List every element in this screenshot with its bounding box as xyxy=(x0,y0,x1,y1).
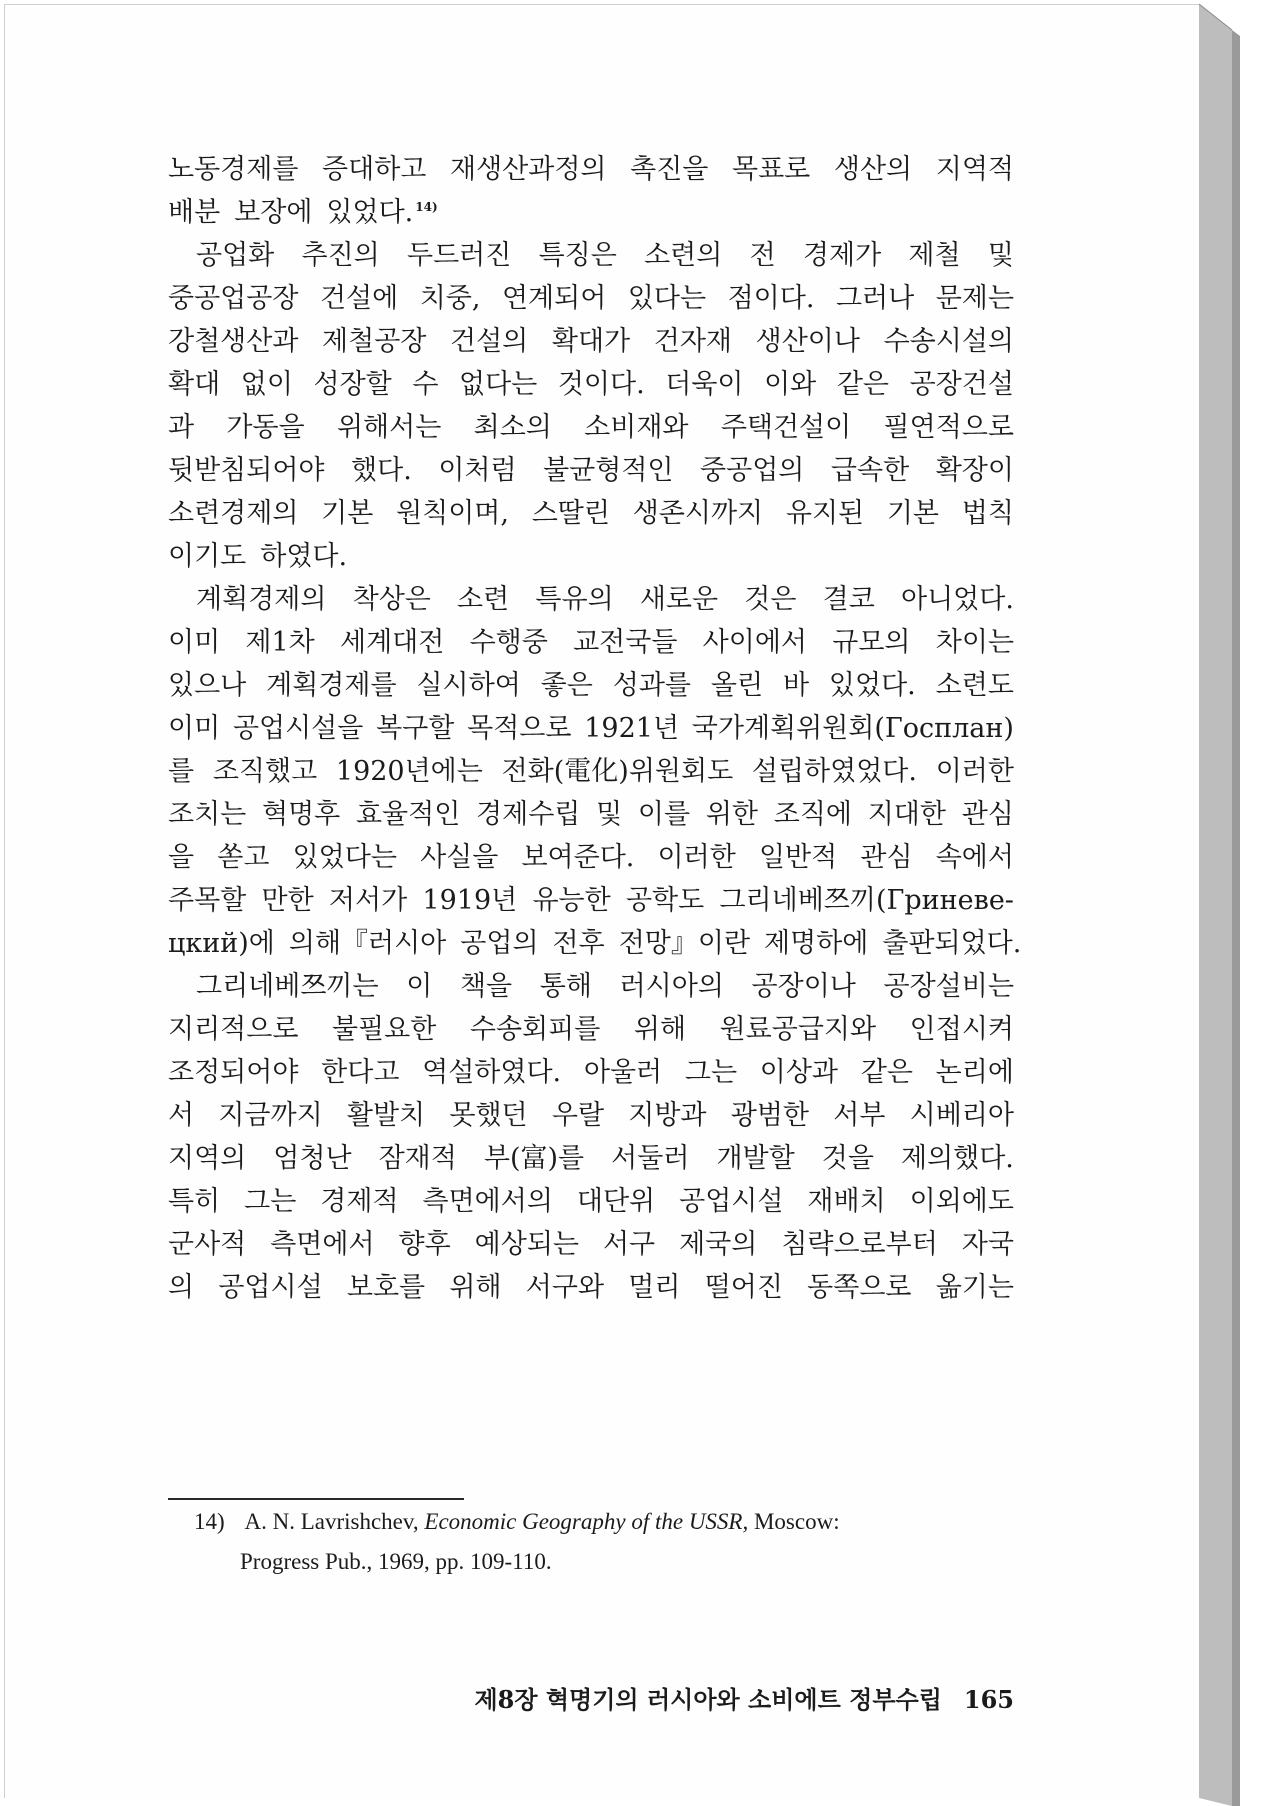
word: 사실을 xyxy=(420,842,499,873)
footnote-place: Moscow: xyxy=(753,1509,840,1534)
word: 멀리 xyxy=(628,1272,681,1303)
text-line xyxy=(168,406,1014,449)
paragraph xyxy=(168,965,1014,1309)
word: 착상은 xyxy=(352,584,431,615)
word: 동쪽으로 xyxy=(807,1272,912,1303)
word: 향후 xyxy=(398,1229,451,1260)
word: 하였다. xyxy=(260,541,348,572)
word: 전망』이란 xyxy=(618,928,751,959)
text-line xyxy=(168,1180,1014,1223)
word: 같은 xyxy=(860,1057,913,1088)
word: 중공업공장 xyxy=(168,283,299,314)
word: 자국 xyxy=(961,1229,1014,1260)
word: 조직했고 xyxy=(212,756,318,787)
text-line xyxy=(168,793,1014,836)
word: 측면에서 xyxy=(270,1229,375,1260)
word: 옮기는 xyxy=(935,1272,1014,1303)
word: 효율적인 xyxy=(355,799,461,830)
paragraph xyxy=(168,234,1014,578)
word: 떨어진 xyxy=(704,1272,783,1303)
word: 배분 xyxy=(168,197,221,228)
word: 광범한 xyxy=(730,1100,809,1131)
text-line xyxy=(168,664,1014,707)
word: цкий)에 xyxy=(168,928,275,959)
word: 필연적으로 xyxy=(883,412,1014,443)
word: 이외에도 xyxy=(909,1186,1014,1217)
word: 유지된 xyxy=(785,498,865,529)
word: 최소의 xyxy=(473,412,552,443)
word: 스딸린 xyxy=(531,498,610,529)
word: 재배치 xyxy=(807,1186,886,1217)
word: 확대 xyxy=(168,369,221,400)
word: 없다는 xyxy=(459,369,538,400)
word: 만한 xyxy=(261,885,314,916)
word: 못했던 xyxy=(449,1100,528,1131)
word: 활발치 xyxy=(346,1100,426,1131)
word: 연계되어 xyxy=(501,283,607,314)
word: 1920년에는 xyxy=(335,756,483,787)
word: 그는 xyxy=(684,1057,738,1088)
word: 제명하에 xyxy=(764,928,869,959)
word: 공장설비는 xyxy=(883,971,1014,1002)
text-line xyxy=(168,965,1014,1008)
word: 목적으로 xyxy=(467,713,572,744)
word: 지역의 xyxy=(168,1143,247,1174)
word: 경제적 xyxy=(320,1186,399,1217)
word: 법칙 xyxy=(961,498,1014,529)
word: 책을 xyxy=(459,971,513,1002)
word: 수송시설의 xyxy=(883,326,1014,357)
word: 점이다. xyxy=(727,283,815,314)
text-line xyxy=(168,1223,1014,1266)
word: 촉진을 xyxy=(630,154,709,185)
word: 논리에 xyxy=(935,1057,1014,1088)
word: 역설하였다. xyxy=(422,1057,562,1088)
text-line xyxy=(168,535,1014,578)
paragraph xyxy=(168,148,1014,234)
text-line xyxy=(168,578,1014,621)
word: 성장할 xyxy=(313,369,392,400)
word: 예상되는 xyxy=(474,1229,579,1260)
word: 기본 xyxy=(321,498,374,529)
word: 공장건설 xyxy=(909,369,1014,400)
word: 지리적으로 xyxy=(168,1014,299,1045)
word: 과 xyxy=(168,412,195,443)
word: 계획경제의 xyxy=(196,584,327,615)
word: 제국의 xyxy=(679,1229,758,1260)
word: 새로운 xyxy=(639,584,719,615)
word: 조치는 xyxy=(168,799,247,830)
word: 원칙이며, xyxy=(396,498,509,529)
text-line xyxy=(168,148,1014,191)
word: 제철공장 xyxy=(322,326,427,357)
word: 지역적 xyxy=(935,154,1014,185)
text-line xyxy=(168,836,1014,879)
word: 올린 xyxy=(710,670,764,701)
word: 관심 xyxy=(860,842,913,873)
text-line xyxy=(168,707,1014,750)
word: 확장이 xyxy=(935,455,1014,486)
word: 을 xyxy=(168,842,195,873)
word: 수송회피를 xyxy=(469,1014,601,1045)
word: 원료공급지와 xyxy=(719,1014,877,1045)
word: 가동을 xyxy=(226,412,305,443)
body-text xyxy=(168,148,1022,1309)
word: 확대가 xyxy=(551,326,631,357)
word: 전후 xyxy=(552,928,605,959)
word: 뒷받침되어야 xyxy=(168,455,325,486)
word: 이와 xyxy=(764,369,817,400)
word: 목표로 xyxy=(732,154,811,185)
word: 이 xyxy=(406,971,433,1002)
word: 서부 xyxy=(833,1100,886,1131)
word: 혁명후 xyxy=(261,799,341,830)
word: 우랄 xyxy=(551,1100,605,1131)
word: 있으나 xyxy=(168,670,247,701)
word: 한다고 xyxy=(321,1057,400,1088)
text-line xyxy=(168,922,1022,965)
word: 규모의 xyxy=(832,627,911,658)
word: 의 xyxy=(168,1272,195,1303)
word: 국가계획위원회(Госплан) xyxy=(691,713,1014,744)
paragraph xyxy=(168,578,1022,965)
text-line xyxy=(168,320,1014,363)
word: 복구할 xyxy=(376,713,455,744)
word: 인접시켜 xyxy=(909,1014,1014,1045)
word: 및 xyxy=(987,240,1014,271)
word: 쏟고 xyxy=(217,842,270,873)
word: 통해 xyxy=(539,971,592,1002)
word: 위해서는 xyxy=(336,412,442,443)
word: 생존시까지 xyxy=(632,498,764,529)
word: 설립하였었다. xyxy=(751,756,917,787)
word: 제철 xyxy=(908,240,961,271)
word: 서둘러 xyxy=(611,1143,690,1174)
word: 있었다는 xyxy=(292,842,397,873)
page-number: 165 xyxy=(963,1685,1014,1714)
word: 관심 xyxy=(961,799,1014,830)
word: 측면에서의 xyxy=(422,1186,553,1217)
footnote-book-title: Economic Geography of the USSR, xyxy=(424,1509,749,1534)
word: 공업시설 xyxy=(679,1186,784,1217)
word: 공업시설을 xyxy=(232,713,364,744)
footnote-reference: 14) xyxy=(415,200,438,214)
word: 특유의 xyxy=(535,584,614,615)
word: 수 xyxy=(412,369,439,400)
word: 성과를 xyxy=(612,670,691,701)
text-line xyxy=(168,277,1014,320)
word: 제1차 xyxy=(245,627,315,658)
word: 이미 xyxy=(168,627,221,658)
word: 있다는 xyxy=(627,283,707,314)
word: 그리네베쯔끼는 xyxy=(196,971,379,1002)
word: 소련의 xyxy=(644,240,723,271)
word: 그러나 xyxy=(835,283,915,314)
word: 및 xyxy=(596,799,623,830)
word: 저서가 xyxy=(328,885,408,916)
word: 대단위 xyxy=(576,1186,656,1217)
text-line xyxy=(168,1051,1014,1094)
word: 공학도 xyxy=(625,885,705,916)
word: 속에서 xyxy=(935,842,1014,873)
word: 교전국들 xyxy=(573,627,678,658)
word: 중공업의 xyxy=(700,455,805,486)
word: 노동경제를 xyxy=(168,154,299,185)
word: 잠재적 xyxy=(378,1143,457,1174)
word: 유능한 xyxy=(532,885,611,916)
word: 그리네베쯔끼(Гриневе- xyxy=(719,885,1014,916)
text-line xyxy=(168,1008,1014,1051)
word: 특히 xyxy=(168,1186,221,1217)
word: 불필요한 xyxy=(331,1014,437,1045)
word: 주택건설이 xyxy=(720,412,852,443)
word: 재생산과정의 xyxy=(450,154,607,185)
word: 이미 xyxy=(168,713,221,744)
word: 제의했다. xyxy=(900,1143,1014,1174)
word: 좋은 xyxy=(540,670,593,701)
word: 부(富)를 xyxy=(483,1143,585,1174)
footnote-second-line: Progress Pub., 1969, pp. 109-110. xyxy=(240,1549,552,1574)
word: 더욱이 xyxy=(665,369,744,400)
word: 건자재 xyxy=(653,326,732,357)
word: 일반적 xyxy=(758,842,838,873)
text-line xyxy=(168,879,1014,922)
word: 를 xyxy=(168,756,195,787)
word: 치중, xyxy=(419,283,481,314)
word: 급속한 xyxy=(830,455,910,486)
word: 이상과 xyxy=(759,1057,839,1088)
word: 지방과 xyxy=(628,1100,707,1131)
word: 수행중 xyxy=(469,627,548,658)
word: 경제수립 xyxy=(476,799,581,830)
word: 강철생산과 xyxy=(168,326,299,357)
word: 1919년 xyxy=(422,885,518,916)
word: 보여준다. xyxy=(521,842,635,873)
word: 지대한 xyxy=(867,799,946,830)
word: 아니었다. xyxy=(901,584,1014,615)
word: 이기도 xyxy=(168,541,247,572)
word: 서구와 xyxy=(525,1272,605,1303)
footnote-number: 14) xyxy=(194,1509,225,1534)
word: 불균형적인 xyxy=(543,455,674,486)
word: 조직에 xyxy=(773,799,852,830)
word: 경제가 xyxy=(802,240,882,271)
word: 기본 xyxy=(886,498,940,529)
word: 보장에 xyxy=(234,197,313,228)
word: 전화(電化)위원회도 xyxy=(501,756,734,787)
word: 것을 xyxy=(821,1143,874,1174)
text-line xyxy=(168,621,1014,664)
word: 계획경제를 xyxy=(266,670,397,701)
word: 소련경제의 xyxy=(168,498,299,529)
word: 사이에서 xyxy=(702,627,807,658)
text-line xyxy=(168,750,1014,793)
word: 시베리아 xyxy=(909,1100,1014,1131)
text-line xyxy=(168,191,1014,234)
word: 주목할 xyxy=(168,885,247,916)
word: 그는 xyxy=(244,1186,297,1217)
word: 서 xyxy=(168,1100,195,1131)
word: 같은 xyxy=(836,369,889,400)
word: 소련 xyxy=(457,584,510,615)
word: 없이 xyxy=(240,369,293,400)
word: 결코 xyxy=(822,584,875,615)
word: 침략으로부터 xyxy=(781,1229,938,1260)
word: 1921년 xyxy=(584,713,680,744)
word: 러시아의 xyxy=(619,971,724,1002)
text-line xyxy=(168,1094,1014,1137)
word: 세계대전 xyxy=(340,627,445,658)
word: 공장이나 xyxy=(751,971,856,1002)
text-line xyxy=(168,449,1014,492)
chapter-title: 제8장 혁명기의 러시아와 소비에트 정부수립 xyxy=(474,1685,942,1714)
word: 있었다. xyxy=(828,670,916,701)
word: 출판되었다. xyxy=(882,928,1022,959)
word: 바 xyxy=(782,670,810,701)
word: 했다. xyxy=(351,455,412,486)
word: 소비재와 xyxy=(584,412,689,443)
word: 문제는 xyxy=(935,283,1014,314)
word: 위한 xyxy=(705,799,758,830)
word: 아울러 xyxy=(583,1057,663,1088)
word: 개발할 xyxy=(716,1143,795,1174)
word: 것이다. xyxy=(557,369,645,400)
word: 두드러진 xyxy=(407,240,512,271)
footnote-author: A. N. Lavrishchev, xyxy=(244,1509,419,1534)
word: 엄청난 xyxy=(273,1143,352,1174)
word: 위해 xyxy=(449,1272,502,1303)
footnote xyxy=(194,1502,1014,1582)
word: 지금까지 xyxy=(218,1100,323,1131)
word: 소련도 xyxy=(935,670,1014,701)
word: 증대하고 xyxy=(322,154,427,185)
footnote-first-line xyxy=(194,1502,1014,1542)
word: 있었다. 14) xyxy=(326,197,438,228)
word: 실시하여 xyxy=(416,670,521,701)
word: 공업화 xyxy=(196,240,275,271)
text-line xyxy=(168,234,1014,277)
word: 위해 xyxy=(633,1014,687,1045)
word: 특징은 xyxy=(538,240,617,271)
word: 이러한 xyxy=(657,842,736,873)
word: 생산의 xyxy=(833,154,913,185)
word: 생산이나 xyxy=(755,326,860,357)
word: 건설에 xyxy=(319,283,399,314)
word: 것은 xyxy=(744,584,797,615)
word: 전 xyxy=(749,240,776,271)
word: 조정되어야 xyxy=(168,1057,299,1088)
text-line xyxy=(168,1266,1014,1309)
word: 이러한 xyxy=(935,756,1014,787)
footnote-rule xyxy=(168,1498,464,1500)
word: 건설의 xyxy=(450,326,529,357)
word: 공업의 xyxy=(460,928,539,959)
word: 차이는 xyxy=(935,627,1014,658)
text-line xyxy=(168,1137,1014,1180)
text-line xyxy=(168,363,1014,406)
word: 군사적 xyxy=(168,1229,247,1260)
word: 이를 xyxy=(637,799,691,830)
word: 보호를 xyxy=(346,1272,426,1303)
word: 서구 xyxy=(602,1229,656,1260)
text-line xyxy=(168,492,1014,535)
word: 의해『러시아 xyxy=(288,928,447,959)
word: 추진의 xyxy=(301,240,380,271)
word: 공업시설 xyxy=(218,1272,323,1303)
word: 이처럼 xyxy=(438,455,517,486)
running-footer xyxy=(420,1680,1014,1715)
